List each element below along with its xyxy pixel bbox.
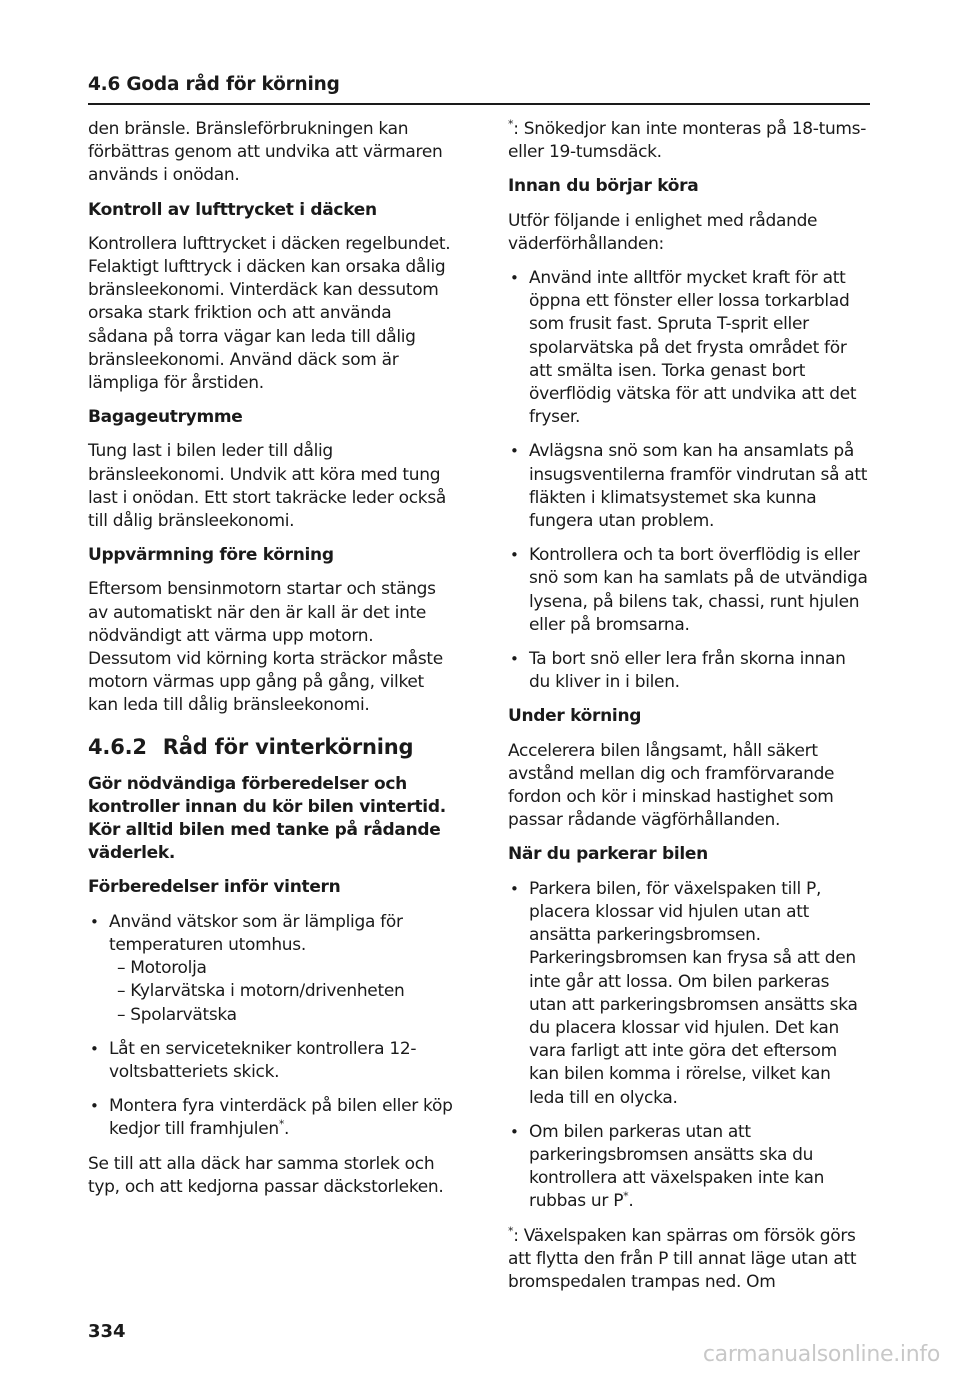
during-driving-paragraph: Accelerera bilen långsamt, håll säkert avstånd mellan dig och framförvarande fordon och kör i minskad hastighet som passar rådande vägförhållanden.: [508, 740, 835, 831]
list-item-text: Använd vätskor som är lämpliga för temperaturen utomhus.: [109, 911, 403, 955]
list-item-text: Montera fyra vinterdäck på bilen eller köp kedjor till framhjulen: [109, 1096, 453, 1140]
winter-prep-list: [88, 911, 453, 1142]
before-driving-paragraph: Utför följande i enlighet med rådande väderförhållanden:: [508, 210, 818, 254]
header-rule: [88, 103, 870, 105]
footnote-marker: *: [508, 117, 514, 131]
watermark: carmanualsonline.info: [702, 1342, 940, 1367]
list-item: • Ta bort snö eller lera från skorna innan du kliver in i bilen.: [508, 648, 870, 694]
footnote-text: : Snökedjor kan inte monteras på 18-tums- eller 19-tumsdäck.: [508, 119, 867, 163]
list-item-text: Om bilen parkeras utan att parkeringsbromsen ansätts ska du kontrollera att växelspaken inte kan rubbas ur P: [529, 1121, 825, 1212]
list-item: • Parkera bilen, för växelspaken till P, placera klossar vid hjulen utan att ansätta parkeringsbromsen. Parkeringsbromsen kan frysa så att den inte går att lossa. Om bilen parkeras utan att parkeringsbromsen ansätts ska du placera klossar vid hjulen. Det kan vara farligt att inte göra det eftersom kan bilen komma i rörelse, vilket kan leda till en olycka.: [508, 878, 870, 1110]
section-number: 4.6.2: [88, 734, 147, 759]
parking-list: [508, 878, 870, 1214]
before-driving-list: [508, 267, 870, 694]
tyre-pressure-paragraph: Kontrollera lufttrycket i däcken regelbundet. Felaktigt lufttryck i däcken kan orsaka dålig bränsleekonomi. Vinterdäck kan dessutom orsaka stark friktion och att använda sådana på torra vägar kan leda till dålig bränsleekonomi. Använd däck som är lämpliga för årstiden.: [88, 233, 451, 394]
list-item: [88, 911, 453, 1027]
sub-item-coolant: – Kylarvätska i motorn/drivenheten: [117, 981, 405, 1002]
footnote-marker: *: [623, 1189, 629, 1203]
luggage-paragraph: Tung last i bilen leder till dålig bränsleekonomi. Undvik att köra med tung last i onödan. Ett stort takräcke leder också till dålig bränsleekonomi.: [88, 441, 446, 532]
heading-warmup: Uppvärmning före körning: [88, 545, 334, 566]
list-item: • Använd inte alltför mycket kraft för att öppna ett fönster eller lossa torkarblad som frusit fast. Spruta T-sprit eller spolarvätska på det frysta området för att smälta isen. Torka genast bort överflödig vätska för att undvika att det fryser.: [508, 267, 870, 429]
section-title: [88, 734, 453, 761]
footnote-marker: *: [508, 1223, 514, 1237]
footnote-text: : Växelspaken kan spärras om försök görs att flytta den från P till annat läge utan att bromspedalen trampas ned. Om: [508, 1225, 857, 1292]
footnote-gear-lever: [508, 1225, 870, 1295]
footnote-marker: *: [278, 1117, 285, 1131]
list-item: [508, 1121, 870, 1214]
lead-paragraph: Gör nödvändiga förberedelser och kontroller innan du kör bilen vintertid. Kör alltid bilen med tanke på rådande väderlek.: [88, 773, 446, 864]
left-column: [88, 118, 453, 1210]
list-item: • Avlägsna snö som kan ha ansamlats på insugsventilerna framför vindrutan så att fläkten i klimatsystemet ska kunna fungera utan problem.: [508, 440, 870, 533]
heading-parking: När du parkerar bilen: [508, 844, 708, 865]
list-item: [88, 1095, 453, 1141]
tyre-size-paragraph: Se till att alla däck har samma storlek och typ, och att kedjorna passar däckstorleken.: [88, 1153, 444, 1197]
list-item: • Kontrollera och ta bort överflödig is eller snö som kan ha samlats på de utvändiga lysena, på bilens tak, chassi, runt hjulen eller på bromsarna.: [508, 544, 870, 637]
heading-during-driving: Under körning: [508, 706, 642, 727]
intro-paragraph: den bränsle. Bränsleförbrukningen kan förbättras genom att undvika att värmaren används i onödan.: [88, 119, 443, 186]
warmup-paragraph: Eftersom bensinmotorn startar och stängs av automatiskt när den är kall är det inte nödvändigt att värma upp motorn. Dessutom vid körning korta sträckor måste motorn värmas upp gång på gång, vilket kan leda till dålig bränsleekonomi.: [88, 579, 443, 716]
section-title-text: Råd för vinterkörning: [162, 734, 414, 759]
page-number: 334: [88, 1321, 126, 1342]
sub-item-washer-fluid: – Spolarvätska: [117, 1004, 237, 1025]
page-header-title: 4.6 Goda råd för körning: [88, 74, 340, 95]
heading-luggage: Bagageutrymme: [88, 407, 243, 428]
right-column: [508, 118, 870, 1305]
footnote-snow-chains: [508, 118, 870, 164]
heading-winter-prep: Förberedelser inför vintern: [88, 877, 341, 898]
sub-item-engine-oil: – Motorolja: [117, 958, 207, 979]
list-item-tail: .: [284, 1119, 290, 1140]
list-item: • Låt en servicetekniker kontrollera 12-voltsbatteriets skick.: [88, 1038, 453, 1084]
list-item-tail: .: [628, 1191, 634, 1212]
heading-tyre-pressure: Kontroll av lufttrycket i däcken: [88, 199, 377, 220]
heading-before-driving: Innan du börjar köra: [508, 176, 699, 197]
